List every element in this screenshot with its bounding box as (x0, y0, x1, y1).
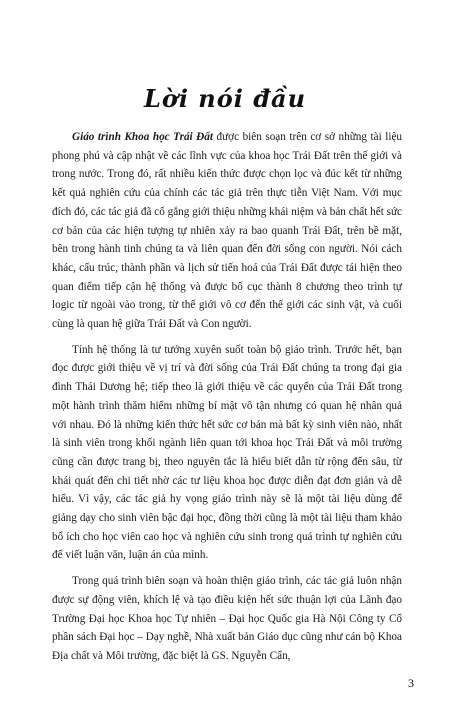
paragraph-1-text: được biên soạn trên cơ sở những tài liệu phong phú và cập nhật về các lĩnh vực của khoa học Trái Đất trên thế giới và trong nước. Trong đó, rất nhiều kiến thức được chọn lọc và đúc kết từ những kết quả nghiên cứu của chính các tác giả trên thực tiễn Việt Nam. Với mục đích đó, các tác giả đã cố gắng giới thiệu những khái niệm và bản chất hết sức cơ bản của các hiện tượng tự nhiên xảy ra bao quanh Trái Đất, trên bề mặt, bên trong hành tinh chúng ta và liên quan đến đời sống con người. Nói cách khác, cấu trúc, thành phần và lịch sử tiến hoá của Trái Đất được tái hiện theo quan điểm tiếp cận hệ thống và được bố cục thành 8 chương theo trình tự logic từ ngoài vào trong, từ thế giới vô cơ đến thế giới các sinh vật, và cuối cùng là quan hệ giữa Trái Đất và Con người. (52, 131, 402, 331)
paragraph-3-text: Trong quá trình biên soạn và hoàn thiện giáo trình, các tác giả luôn nhận được sự động viên, khích lệ và tạo điều kiện hết sức thuận lợi của Lãnh đạo Trường Đại học Khoa học Tự nhiên – Đại học Quốc gia Hà Nội Công ty Cổ phần sách Đại học – Dạy nghề, Nhà xuất bản Giáo dục cũng như cán bộ Khoa Địa chất và Môi trường, đặc biệt là GS. Nguyễn Cẩn, (52, 575, 402, 662)
page-heading: Lời nói đầu (143, 84, 307, 113)
paragraph-1 (52, 128, 402, 334)
body-text (52, 128, 402, 666)
paragraph-2-text: Tính hệ thống là tư tưởng xuyên suốt toàn bộ giáo trình. Trước hết, bạn đọc được giới thiệu về vị trí và đời sống của Trái Đất chúng ta trong đại gia đình Thái Dương hệ; tiếp theo là giới thiệu về các quyển của Trái Đất trong một hành trình thăm hiểm những bí mật vô tận nhưng có quan hệ nhân quả với nhau. Đó là những kiến thức hết sức cơ bản mà bất kỳ sinh viên nào, nhất là sinh viên trong khối ngành liên quan tới khoa học Trái Đất và môi trường cũng cần được trang bị, theo nguyên tắc là hiểu biết dẫn từ rộng đến sâu, từ khái quát đến chi tiết nhờ các tư liệu khoa học được diễn đạt đơn giản và dễ hiểu. Vì vậy, các tác giả hy vọng giáo trình này sẽ là một tài liệu dùng để giảng dạy cho sinh viên bậc đại học, đồng thời cũng là một tài liệu tham khảo bổ ích cho học viên cao học và nghiên cứu sinh trong quá trình tự nghiên cứu để viết luận văn, luận án của mình. (52, 343, 402, 562)
paragraph-2 (52, 341, 402, 565)
paragraph-3 (52, 572, 402, 666)
page-number: 3 (408, 676, 414, 690)
book-title: Giáo trình Khoa học Trái Đất (72, 131, 213, 143)
